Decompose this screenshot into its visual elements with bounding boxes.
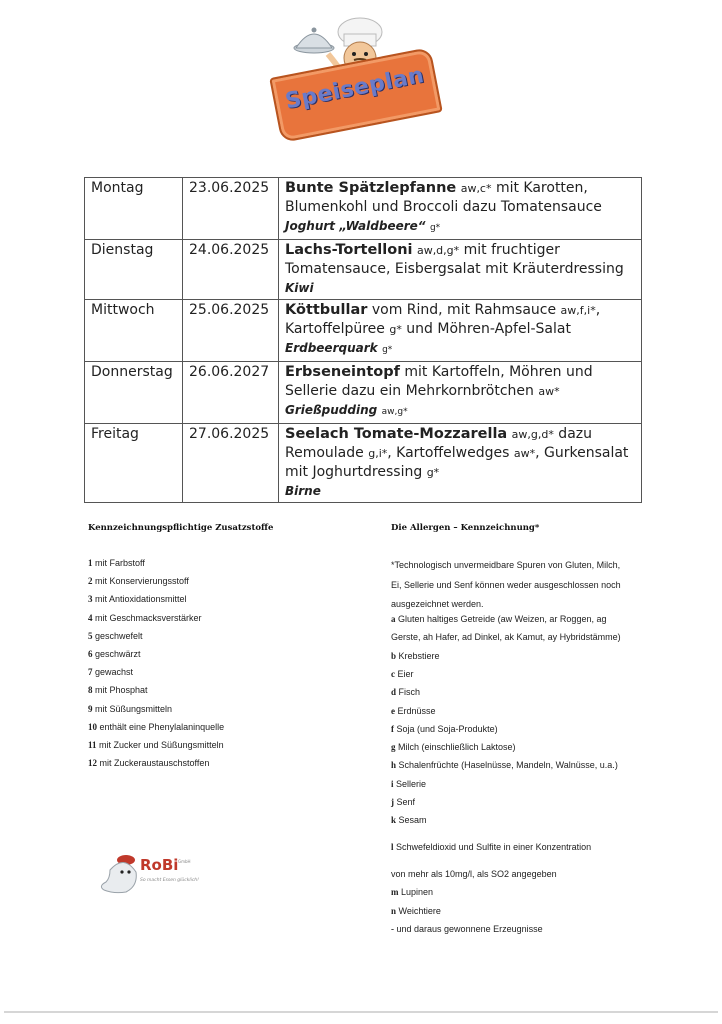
dish-name: Seelach Tomate-Mozzarella [285, 426, 508, 442]
menu-meal [279, 362, 642, 424]
allergen-label: und daraus gewonnene Erzeugnisse [396, 924, 543, 934]
additive-item [88, 758, 224, 776]
dessert-name: Grießpudding [285, 403, 378, 417]
allergen-label: *Technologisch unvermeidbare Spuren von Gluten, Milch, [391, 560, 621, 570]
allergen-key: a [391, 614, 396, 624]
allergen-label: Krebstiere [398, 650, 440, 661]
meal-description: , Gurkensalat mit Joghurtdressing [285, 445, 629, 480]
additive-item [88, 740, 224, 758]
menu-meal [279, 240, 642, 300]
additive-number: 4 [88, 612, 93, 623]
additive-number: 12 [88, 758, 97, 769]
menu-day: Mittwoch [85, 300, 183, 362]
allergen-key: i [391, 778, 394, 789]
allergen-item [391, 887, 433, 897]
menu-meal [279, 424, 642, 503]
additive-item [88, 613, 224, 631]
meal-description: vom Rind, mit Rahmsauce [367, 302, 561, 318]
additive-number: 5 [88, 630, 93, 641]
additive-label: mit Konservierungsstoff [95, 576, 189, 587]
allergen-label: Weichtiere [398, 905, 441, 916]
allergen-codes: aw* [513, 447, 536, 460]
allergen-item [391, 632, 621, 642]
allergen-item [391, 906, 441, 916]
allergen-key: l [391, 842, 394, 852]
additive-label: mit Antioxidationsmittel [95, 594, 187, 605]
additive-number: 6 [88, 648, 93, 659]
additive-item [88, 576, 224, 594]
additive-number: 2 [88, 576, 93, 587]
dessert-codes: g* [429, 223, 441, 233]
allergen-label: Gluten haltiges Getreide (aw Weizen, ar Roggen, ag [398, 614, 607, 624]
additive-item [88, 704, 224, 722]
additives-title: Kennzeichnungspflichtige Zusatzstoffe [88, 523, 274, 533]
allergen-key: n [391, 905, 397, 916]
dish-name: Bunte Spätzlepfanne [285, 180, 457, 196]
menu-day: Donnerstag [85, 362, 183, 424]
allergen-key: f [391, 723, 394, 734]
allergen-codes: aw* [538, 385, 560, 398]
additive-item [88, 722, 224, 740]
allergen-key: b [391, 650, 397, 661]
additive-number: 7 [88, 667, 93, 678]
allergen-codes: g* [426, 466, 440, 479]
menu-date: 24.06.2025 [183, 240, 279, 300]
allergen-key: k [391, 815, 397, 826]
dish-name: Köttbullar [285, 302, 368, 318]
allergen-label: Soja (und Soja-Produkte) [396, 723, 498, 734]
allergen-item [391, 815, 427, 825]
allergen-label: Senf [396, 797, 416, 807]
allergen-item [391, 760, 618, 770]
menu-day: Dienstag [85, 240, 183, 300]
allergen-key: j [391, 797, 394, 807]
allergen-item [391, 614, 606, 624]
menu-row [85, 424, 642, 503]
allergen-label: Sellerie [396, 778, 427, 789]
additive-number: 11 [88, 739, 97, 750]
dessert-name: Joghurt „Waldbeere“ [285, 219, 426, 233]
menu-meal [279, 300, 642, 362]
allergen-label: Schwefeldioxid und Sulfite in einer Konzentration [396, 842, 592, 852]
allergen-label: Eier [397, 668, 414, 679]
additive-label: mit Zucker und Süßungsmitteln [99, 739, 224, 750]
additive-item [88, 685, 224, 703]
menu-row [85, 240, 642, 300]
allergen-note [391, 580, 621, 590]
menu-row [85, 300, 642, 362]
allergen-codes: aw,c* [460, 182, 492, 195]
menu-date: 23.06.2025 [183, 178, 279, 240]
allergen-item [391, 779, 426, 789]
allergen-codes: g* [389, 323, 402, 336]
meal-description: und Möhren-Apfel-Salat [401, 321, 571, 337]
allergen-label: von mehr als 10mg/l, als SO2 angegeben [391, 869, 557, 879]
allergen-item-continued [391, 869, 557, 879]
allergen-item [391, 842, 591, 852]
additive-number: 10 [88, 721, 97, 732]
additive-item [88, 558, 224, 576]
allergen-item [391, 797, 415, 807]
additive-number: 3 [88, 594, 93, 605]
menu-day: Freitag [85, 424, 183, 503]
allergen-item [391, 706, 436, 716]
allergen-codes: aw,f,i* [560, 304, 596, 317]
menu-date: 26.06.2027 [183, 362, 279, 424]
additive-label: mit Geschmacksverstärker [95, 612, 202, 623]
scan-edge-line [4, 1011, 718, 1013]
dessert-codes: g* [382, 345, 393, 355]
meal-description: mit Kartoffeln, Möhren und Sellerie dazu ein Mehrkornbrötchen [285, 364, 593, 399]
allergen-key: - [391, 924, 394, 934]
allergen-key: m [391, 887, 399, 897]
allergens-title: Die Allergen – Kennzeichnung* [391, 523, 540, 533]
additive-number: 8 [88, 685, 93, 696]
additive-item [88, 649, 224, 667]
ghost-mascot-icon [96, 850, 140, 898]
meal-description: , Kartoffelpüree [285, 302, 601, 337]
additive-item [88, 631, 224, 649]
menu-date: 27.06.2025 [183, 424, 279, 503]
menu-date: 25.06.2025 [183, 300, 279, 362]
dish-name: Erbseneintopf [285, 364, 400, 380]
menu-day: Montag [85, 178, 183, 240]
allergen-label: Lupinen [401, 887, 434, 897]
allergen-label: ausgezeichnet werden. [391, 599, 484, 609]
allergen-label: Milch (einschließlich Laktose) [398, 742, 516, 753]
robi-logo [96, 850, 226, 900]
logo-slogan: So macht Essen glücklich! [140, 878, 199, 883]
allergen-item [391, 924, 543, 934]
allergen-item [391, 742, 516, 752]
allergen-key: c [391, 668, 395, 679]
dessert-codes: aw,g* [381, 407, 408, 417]
menu-table [84, 177, 642, 503]
allergen-item [391, 724, 498, 734]
allergen-label: Erdnüsse [397, 705, 436, 716]
menu-row [85, 178, 642, 240]
additive-label: mit Phosphat [95, 685, 148, 696]
allergen-label: Sesam [398, 815, 427, 826]
meal-description: , Kartoffelwedges [387, 445, 514, 461]
additive-label: geschwefelt [95, 630, 143, 641]
logo-suffix: GmbH [178, 859, 191, 864]
additive-item [88, 594, 224, 612]
allergen-codes: aw,d,g* [416, 244, 460, 257]
allergen-key: d [391, 687, 397, 698]
allergen-label: Ei, Sellerie und Senf können weder ausgeschlossen noch [391, 579, 621, 590]
additive-number: 1 [88, 558, 93, 568]
additive-label: mit Süßungsmitteln [95, 703, 173, 714]
allergen-note [391, 599, 484, 609]
dessert-name: Birne [285, 484, 321, 498]
dessert-name: Erdbeerquark [285, 341, 378, 355]
menu-meal [279, 178, 642, 240]
allergen-key: e [391, 705, 395, 716]
allergen-codes: g,i* [368, 447, 388, 460]
allergen-note [391, 560, 620, 570]
allergen-key: h [391, 760, 397, 771]
additive-label: gewachst [95, 667, 134, 678]
additive-label: mit Zuckeraustauschstoffen [99, 758, 210, 769]
dessert-name: Kiwi [285, 281, 314, 295]
allergen-key: g [391, 742, 396, 753]
menu-row [85, 362, 642, 424]
additive-label: enthält eine Phenylalaninquelle [99, 721, 225, 732]
additive-label: mit Farbstoff [95, 558, 145, 568]
meal-description: mit Karotten, Blumenkohl und Broccoli dazu Tomatensauce [285, 180, 602, 215]
additive-label: geschwärzt [95, 648, 141, 659]
additives-list [88, 558, 224, 776]
page-title: Speiseplan [283, 62, 427, 115]
allergen-label: Gerste, ah Hafer, ad Dinkel, ak Kamut, ay Hybridstämme) [391, 632, 621, 643]
additive-item [88, 667, 224, 685]
logo-name: RoBi [140, 856, 179, 874]
additive-number: 9 [88, 703, 93, 714]
allergen-label: Schalenfrüchte (Haselnüsse, Mandeln, Walnüsse, u.a.) [398, 760, 618, 771]
allergen-label: Fisch [398, 687, 421, 698]
meal-description: mit fruchtiger Tomatensauce, Eisbergsalat mit Kräuterdressing [285, 242, 624, 277]
allergen-item [391, 669, 414, 679]
allergen-item [391, 687, 420, 697]
allergen-codes: aw,g,d* [511, 428, 554, 441]
allergen-item [391, 651, 440, 661]
dish-name: Lachs-Tortelloni [285, 242, 413, 258]
meal-description: dazu Remoulade [285, 426, 592, 461]
